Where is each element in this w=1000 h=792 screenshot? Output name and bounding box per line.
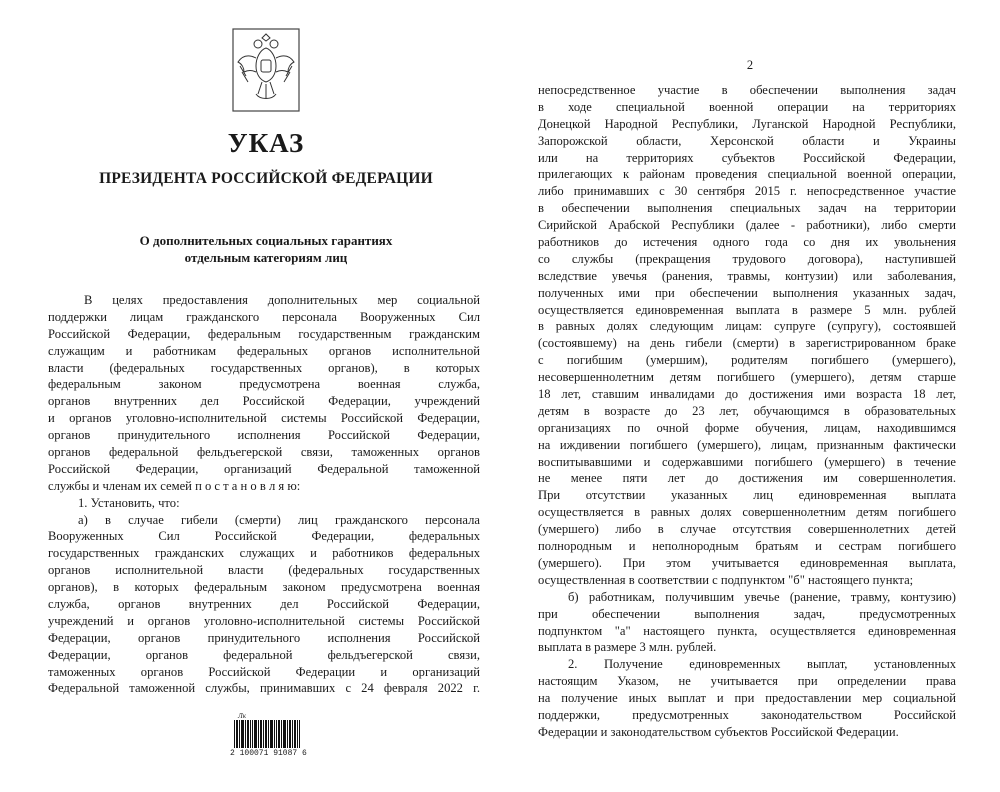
barcode-number: 2 100071 91087 6	[230, 749, 307, 758]
text-line: органов внутренних дел Российской Федерации, учреждений	[48, 394, 480, 409]
text-line: с погибшим (умершим), родителям погибшего (умершего),	[538, 353, 956, 368]
text-line: власти (федеральных государственных органов), в которых	[48, 360, 480, 375]
text-line: в обеспечении выполнения специальных задач на территории	[538, 201, 956, 216]
text-line: непосредственное участие в обеспечении выполнения задач	[538, 83, 956, 97]
text-line: воспитывавшими и содержавшими погибшего (умершего) в течение	[538, 454, 956, 469]
text-line: при обеспечении выполнения задач, предусмотренных	[538, 606, 956, 621]
text-line: органов исполнительной власти (федеральных государственных	[48, 563, 480, 578]
right-page	[500, 0, 1000, 792]
text-line: 2. Получение единовременных выплат, установленных	[568, 657, 956, 672]
text-line: осуществленная в соответствии с подпунктом "б" настоящего пункта;	[538, 572, 914, 587]
coat-of-arms-emblem-icon	[232, 28, 300, 112]
text-line: настоящим Указом, не учитывается при определении права	[538, 674, 956, 689]
text-line: выплата в размере 3 млн. рублей.	[538, 640, 717, 655]
text-line: Вооруженных Сил Российской Федерации, федеральных	[48, 529, 480, 544]
text-line: поддержки лицам гражданского персонала Вооруженных Сил	[48, 309, 480, 324]
text-line: При отсутствии указанных лиц единовременная выплата	[538, 488, 956, 503]
barcode	[230, 712, 307, 760]
text-line: Запорожской области, Херсонской области и Украины	[538, 133, 956, 148]
text-line: 1. Установить, что:	[78, 495, 180, 510]
text-line: прилегающих к районам проведения специальной военной операции,	[538, 167, 956, 182]
text-line: не менее пяти лет до достижения им совершеннолетия.	[538, 471, 956, 486]
text-line: осуществляется в равных долях совершеннолетним детям погибшего	[538, 505, 956, 520]
text-line: полученных ими при обеспечении выполнения указанных задач,	[538, 285, 956, 300]
decree-heading	[0, 232, 532, 266]
body-text	[48, 292, 480, 697]
text-line: несовершеннолетним детям погибшего (умершего), детям старше	[538, 370, 956, 385]
text-line: Федерации, органов принудительного исполнения Российской	[48, 630, 480, 645]
text-line: В целях предоставления дополнительных мер социальной	[84, 293, 480, 307]
barcode-mark: Лк	[238, 712, 247, 720]
text-line: организациях по очной форме обучения, лицам, находившимся	[538, 420, 956, 435]
page-subtitle: ПРЕЗИДЕНТА РОССИЙСКОЙ ФЕДЕРАЦИИ	[99, 170, 433, 187]
text-line: 18 лет, ставшим инвалидами до достижения ими возраста 18 лет,	[538, 387, 956, 402]
page-title: УКАЗ	[227, 128, 305, 158]
text-line: (умершего). При этом учитывается единовременная выплата,	[538, 555, 956, 570]
text-line: или на территориях субъектов Российской Федерации,	[538, 150, 956, 165]
text-line: либо принимавших с 30 сентября 2015 г. непосредственное участие	[538, 184, 956, 199]
page-number: 2	[746, 58, 754, 72]
text-line: органов), в которых федеральным законом предусмотрена военная	[48, 580, 480, 595]
text-line: Федерации, органов федеральной фельдъегерской связи,	[48, 647, 480, 662]
text-line: таможенных органов Российской Федерации и организаций	[48, 664, 480, 679]
text-line: Российской Федерации, организаций Федеральной таможенной	[48, 461, 480, 476]
text-line: (состоявшему) на день гибели (смерти) в зарегистрированном браке	[538, 336, 956, 351]
text-line: служба, органов внутренних дел Российской Федерации,	[48, 597, 480, 612]
text-line: детям в возрасте до 23 лет, обучающимся в образовательных	[538, 403, 956, 418]
text-line: на иждивении погибшего (умершего), лицам, признанным фактически	[538, 437, 956, 452]
text-line: полнородным и неполнородным братьям и сестрам погибшего	[538, 539, 956, 554]
text-line: поддержки, предусмотренных законодательством Российской	[538, 707, 956, 722]
text-line: федеральным законом предусмотрена военная служба,	[48, 377, 480, 392]
text-line: государственных гражданских служащих и работников федеральных	[48, 546, 480, 561]
text-line: на получение иных выплат и при предоставлении мер социальной	[538, 691, 956, 706]
text-line: Федерации и законодательством субъектов Российской Федерации.	[538, 724, 899, 739]
text-line: подпунктом "а" настоящего пункта, осуществляется единовременная	[538, 623, 956, 638]
text-line: органов принудительного исполнения Российской Федерации,	[48, 428, 480, 443]
text-line: органов федеральной фельдъегерской связи, таможенных органов	[48, 445, 480, 460]
text-line: служащим и работникам федеральных органов исполнительной	[48, 343, 480, 358]
text-line: Федеральной таможенной службы, принимавших с 24 февраля 2022 г.	[48, 681, 480, 696]
text-line: службы и членам их семей п о с т а н о в л я ю:	[48, 478, 301, 493]
text-line: Сирийской Арабской Республики (далее - работники), либо смерти	[538, 218, 956, 233]
text-line: Донецкой Народной Республики, Луганской Народной Республики,	[538, 116, 956, 131]
heading-line: отдельным категориям лиц	[184, 250, 348, 265]
text-line: Российской Федерации, федеральным государственным гражданским	[48, 326, 480, 341]
text-line: вследствие увечья (ранения, травмы, контузии) или заболевания,	[538, 268, 956, 283]
text-line: со службы (прекращения трудового договора), наступившей	[538, 251, 956, 266]
body-text	[538, 82, 956, 741]
text-line: (умершего) либо в случае отсутствия совершеннолетних детей	[538, 522, 956, 537]
text-line: в ходе специальной военной операции на территориях	[538, 99, 956, 114]
text-line: осуществляется единовременная выплата в размере 5 млн. рублей	[538, 302, 956, 317]
text-line: учреждений и органов уголовно-исполнительной системы Российской	[48, 613, 480, 628]
text-line: б) работникам, получившим увечье (ранение, травму, контузию)	[568, 589, 956, 604]
text-line: а) в случае гибели (смерти) лиц гражданского персонала	[78, 512, 480, 527]
barcode-bars-icon	[232, 720, 302, 748]
text-line: работников до истечения одного года со дня их увольнения	[538, 235, 956, 250]
heading-line: О дополнительных социальных гарантиях	[139, 233, 393, 248]
text-line: в равных долях следующим лицам: супруге (супругу), состоявшей	[538, 319, 956, 334]
text-line: и органов уголовно-исполнительной системы Российской Федерации,	[48, 411, 480, 426]
